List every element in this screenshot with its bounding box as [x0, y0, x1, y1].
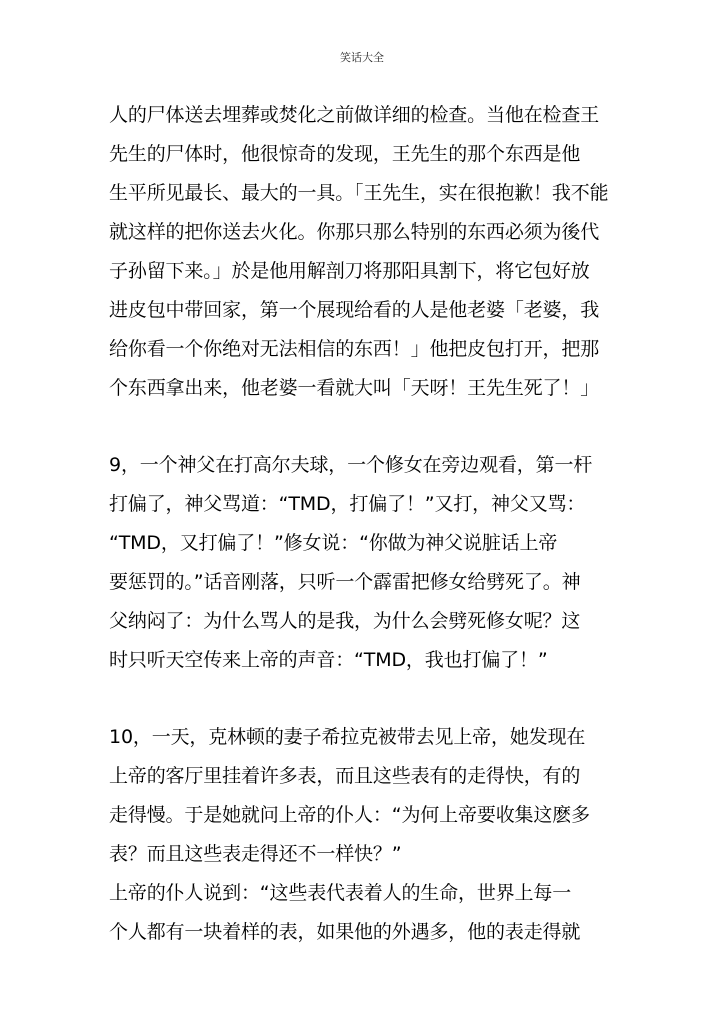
text-line: 给你看一个你绝对无法相信的东西！」他把皮包打开，把那 — [109, 338, 600, 360]
text-line: 表？而且这些表走得还不一样快？” — [109, 843, 402, 865]
text-line: 要惩罚的。”话音刚落，只听一个霹雷把修女给劈死了。神 — [109, 571, 581, 593]
text-line: 上帝的仆人说到：“这些表代表着人的生命，世界上每一 — [109, 882, 572, 904]
text-line: 子孙留下来。」於是他用解剖刀将那阳具割下，将它包好放 — [109, 260, 590, 282]
paragraph-2 — [109, 446, 621, 680]
text-line: 上帝的客厅里挂着许多表，而且这些表有的走得快，有的 — [109, 765, 581, 787]
text-line: “TMD，又打偏了！”修女说：“你做为神父说脏话上帝 — [109, 532, 558, 554]
paragraph-gap — [109, 408, 621, 446]
text-line: 个东西拿出来，他老婆一看就大叫「天呀！王先生死了！」 — [109, 377, 600, 399]
text-line: 时只听天空传来上帝的声音：“TMD，我也打偏了！” — [109, 649, 548, 671]
text-line: 父纳闷了：为什么骂人的是我，为什么会劈死修女呢？这 — [109, 610, 581, 632]
text-line: 9，一个神父在打高尔夫球，一个修女在旁边观看，第一杆 — [109, 454, 593, 476]
text-line: 个人都有一块着样的表，如果他的外遇多，他的表走得就 — [109, 921, 581, 943]
text-line: 走得慢。于是她就问上帝的仆人：“为何上帝要收集这麽多 — [109, 804, 590, 826]
text-line: 10，一天，克林顿的妻子希拉克被带去见上帝，她发现在 — [109, 726, 586, 748]
paragraph-gap — [109, 680, 621, 718]
text-line: 进皮包中带回家，第一个展现给看的人是他老婆「老婆，我 — [109, 299, 600, 321]
document-body — [109, 96, 621, 952]
text-line: 打偏了，神父骂道：“TMD，打偏了！”又打，神父又骂： — [109, 493, 586, 515]
text-line: 人的尸体送去埋葬或焚化之前做详细的检查。当他在检查王 — [109, 104, 600, 126]
text-line: 生平所见最长、最大的一具。「王先生，实在很抱歉！我不能 — [109, 182, 609, 204]
text-line: 先生的尸体时，他很惊奇的发现，王先生的那个东西是他 — [109, 143, 581, 165]
paragraph-1 — [109, 96, 621, 408]
text-line: 就这样的把你送去火化。你那只那么特别的东西必须为後代 — [109, 221, 600, 243]
page-header: 笑话大全 — [340, 51, 384, 64]
paragraph-3 — [109, 718, 621, 952]
